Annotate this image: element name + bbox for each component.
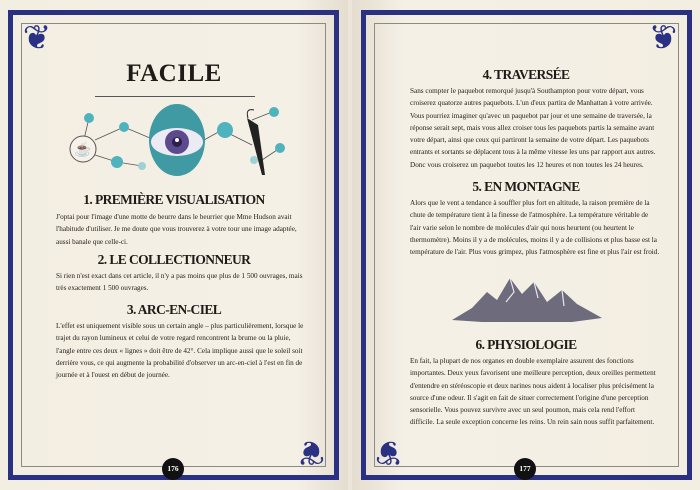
section-heading: 4. TRAVERSÉE <box>482 67 570 82</box>
section-heading: 5. EN MONTAGNE <box>472 179 580 194</box>
section-heading: 6. PHYSIOLOGIE <box>475 337 577 352</box>
mind-palace-illustration <box>62 100 302 182</box>
page-title: FACILE <box>126 60 222 87</box>
section-body: Sans compter le paquebot remorqué jusqu'à Southampton pour votre départ, vous croiserez quatorze autres paquebots. L'un d'eux partira de Manhattan à votre arrivée. Vous pourriez imaginer qu'avec un paquebot par jour et une semaine de traversée, la réponse serait sept, mais vous allez croiser tous les paquebots partis la semaine avant votre départ, ainsi que ceux qui partiront la semaine de votre départ. Les paquebots entrants et sortants se déplacent tous à la même vitesse les uns par rapport aux autres. Donc vous croiserez un paquebot toutes les 12 heures et non toutes les 24 heures. <box>410 87 656 169</box>
section-body: En fait, la plupart de nos organes en double exemplaire assurent des fonctions importantes. Deux yeux favorisent une meilleure perception, deux oreilles permettent d'entendre en stéréoscopie et deux narines nous aident à localiser plus précisément la source d'une odeur. Il s'agit en fait de situer correctement l'origine d'une perception sensorielle. Vous pouvez survivre avec un seul poumon, mais cela rend l'effort difficile. La seule exception concerne les reins. Un rein sain nous suffit parfaitement. <box>410 357 656 427</box>
section-body: J'optai pour l'image d'une motte de beurre dans le beurrier que Mme Hudson avait l'habitude d'utiliser. Je me doute que vous trouverez à votre tour une image adaptée, aussi banale que celle-ci. <box>56 213 297 246</box>
section-body: Alors que le vent a tendance à souffler plus fort en altitude, la raison première de la chute de température tient à la finesse de l'atmosphère. La température véritable de l'air varie selon le nombre de molécules d'air qui nous heurtent (ou heurtent le thermomètre). Moins il y a de molécules, moins il y a de collisions et plus basse est la température de l'air. Plus vous grimpez, plus l'atmosphère est fine et plus l'air est froid. <box>410 199 660 257</box>
right-page <box>352 0 700 490</box>
umbrella-icon <box>247 118 265 175</box>
section-heading: 2. LE COLLECTIONNEUR <box>97 252 251 267</box>
corner-flourish-icon: ❦ <box>648 20 678 57</box>
svg-text:☕: ☕ <box>74 143 92 158</box>
mountain-illustration <box>452 272 602 324</box>
corner-flourish-icon: ❦ <box>22 20 52 57</box>
section-body: Si rien n'est exact dans cet article, il n'y a pas moins que plus de 1 500 ouvrages, mais très exactement 1 500 ouvrages. <box>56 272 303 293</box>
left-page <box>0 0 348 490</box>
section-heading: 1. PREMIÈRE VISUALISATION <box>83 192 265 207</box>
corner-flourish-icon: ❦ <box>296 433 326 470</box>
page-number: 177 <box>514 458 536 480</box>
corner-flourish-icon: ❦ <box>374 433 404 470</box>
section-body: L'effet est uniquement visible sous un certain angle – plus particulièrement, lorsque le trajet du rayon lumineux et celui de votre regard rencontrent la brume ou la pluie, l'angle entre ces deux « lignes » doit être de 42°. Cela implique aussi que le soleil soit derrière vous, ce qui augmente la probabilité d'observer un arc-en-ciel à l'est en fin de journée et à l'ouest en début de journée. <box>56 322 304 380</box>
section-heading: 3. ARC-EN-CIEL <box>126 302 222 317</box>
page-number: 176 <box>162 458 184 480</box>
